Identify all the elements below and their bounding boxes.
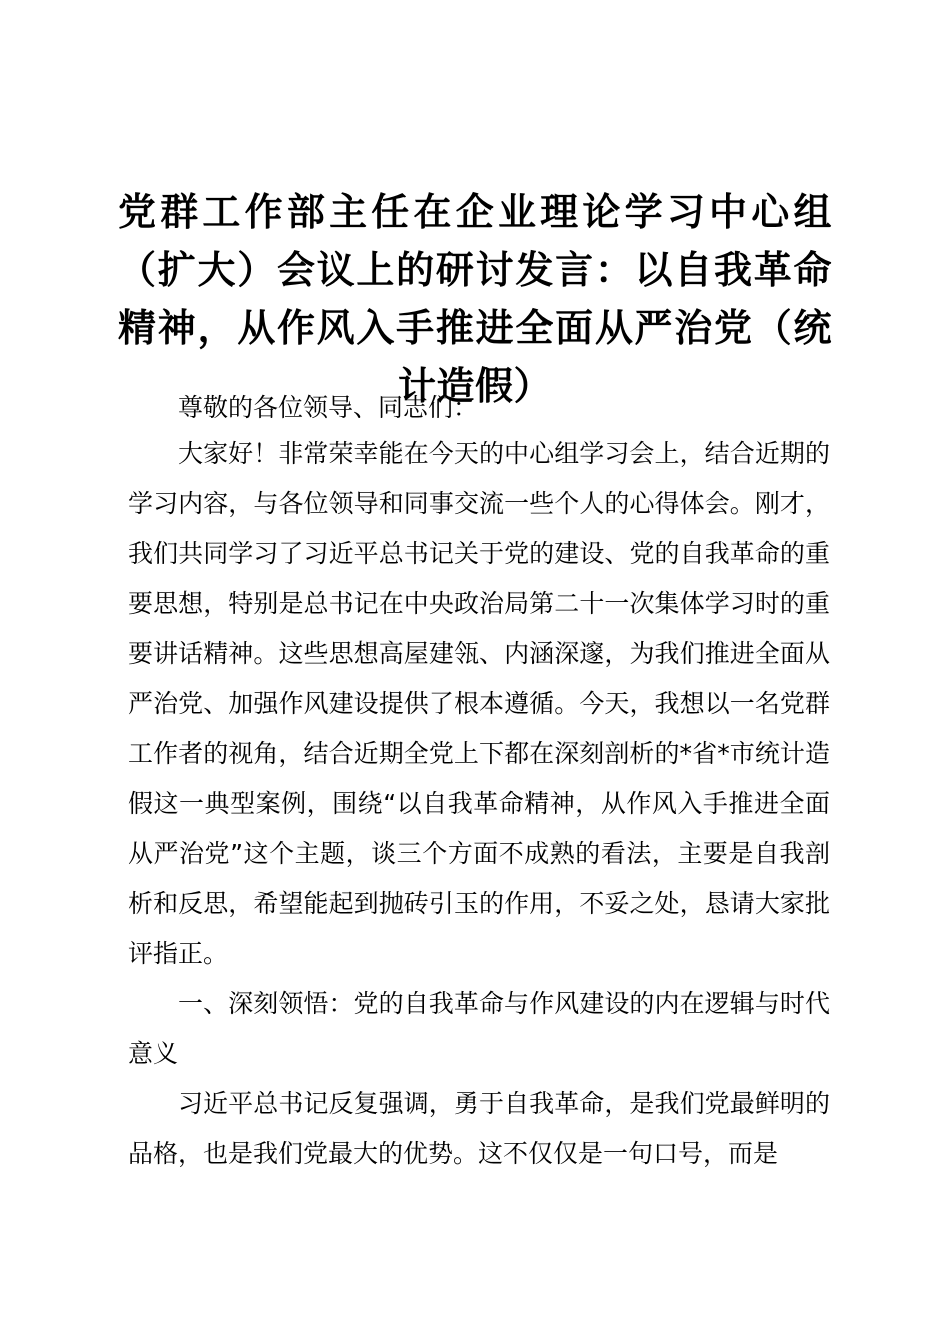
salutation: 尊敬的各位领导、同志们： xyxy=(178,393,479,422)
body-paragraph-intro: 大家好！非常荣幸能在今天的中心组学习会上，结合近期的学习内容，与各位领导和同事交流一些个人的心得体会。刚才，我们共同学习了习近平总书记关于党的建设、党的自我革命的重要思想，特别是总书记在中央政治局第二十一次集体学习时的重要讲话精神。这些思想高屋建瓴、内涵深邃，为我们推进全面从严治党、加强作风建设提供了根本遵循。今天，我想以一名党群工作者的视角，结合近期全党上下都在深刻剖析的*省*市统计造假这一典型案例，围绕“以自我革命精神，从作风入手推进全面从严治党”这个主题，谈三个方面不成熟的看法，主要是自我剖析和反思，希望能起到抛砖引玉的作用，不妥之处，恳请大家批评指正。 xyxy=(128,439,830,968)
document-title: 党群工作部主任在企业理论学习中心组（扩大）会议上的研讨发言：以自我革命精神，从作风入手推进全面从严治党（统计造假） xyxy=(118,189,832,408)
section-heading-1: 一、深刻领悟：党的自我革命与作风建设的内在逻辑与时代意义 xyxy=(128,989,830,1068)
body-paragraph-section-1: 习近平总书记反复强调，勇于自我革命，是我们党最鲜明的品格，也是我们党最大的优势。这不仅仅是一句口号，而是 xyxy=(128,1089,830,1168)
